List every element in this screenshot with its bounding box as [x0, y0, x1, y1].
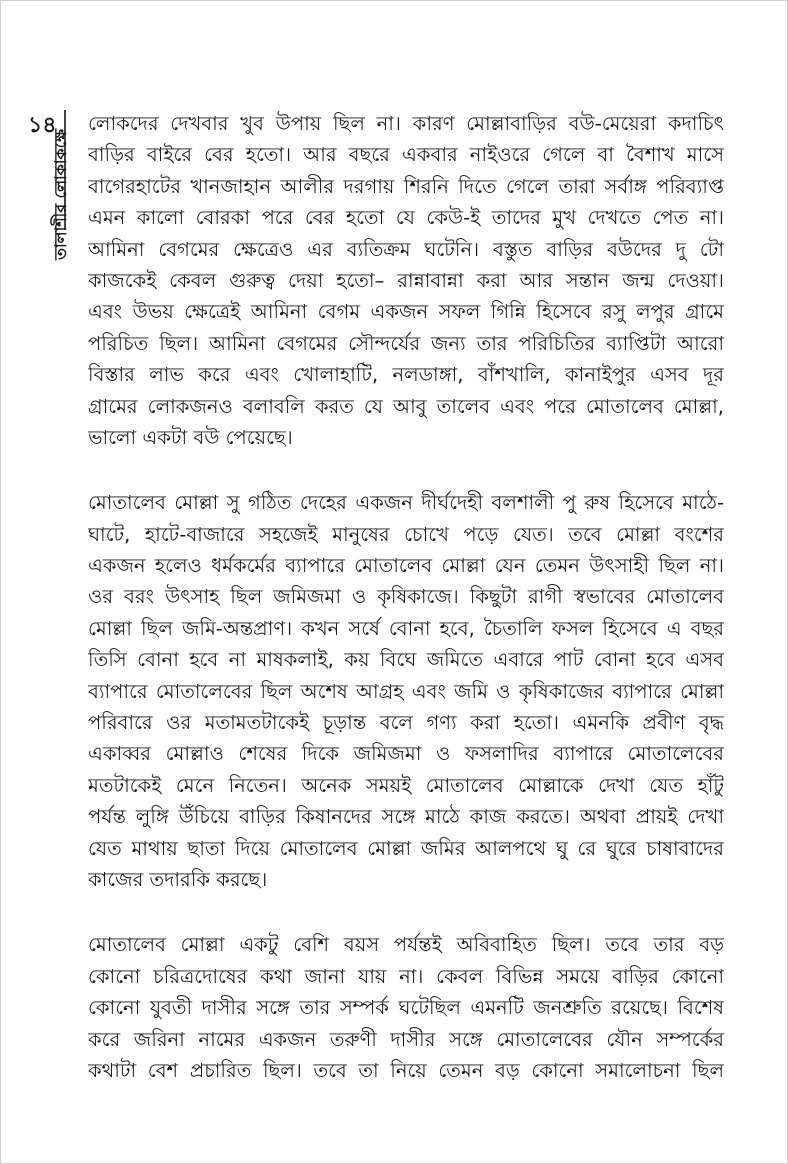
text-line: ভালো একটা বউ পেয়েছে। — [88, 425, 293, 449]
text-line: গ্রামের লোকজনও বলাবলি করত যে আবু তালেব এবং পরে মোতালেব মোল্লা, — [88, 394, 724, 418]
text-line: ঘাটে, হাটে-বাজারে সহজেই মানুষের চোখে পড়ে যেত। তবে মোল্লা বংশের — [88, 522, 724, 546]
text-line: বাগেরহাটের খানজাহান আলীর দরগায় শিরনি দিতে গেলে তারা সর্বাঙ্গ পরিব্যাপ্ত — [88, 174, 724, 198]
paragraph-3 — [88, 929, 724, 1086]
text-line: তিসি বোনা হবে না মাষকলাই, কয় বিঘে জমিতে এবারে পাট বোনা হবে এসব — [88, 648, 724, 672]
text-line: ব্যাপারে মোতালেবের ছিল অশেষ আগ্রহ এবং জমি ও কৃষিকাজের ব্যাপারে মোল্লা — [88, 679, 724, 703]
running-head: তালাশীর লোকাকক্ষে — [51, 128, 70, 260]
text-line: লোকদের দেখবার খুব উপায় ছিল না। কারণ মোল্লাবাড়ির বউ-মেয়েরা কদাচিৎ — [88, 112, 724, 135]
text-line: পরিবারে ওর মতামতটাকেই চূড়ান্ত বলে গণ্য করা হতো। এমনকি প্রবীণ বৃদ্ধ — [88, 711, 724, 735]
text-line: পর্যন্ত লুঙ্গি উঁচিয়ে বাড়ির কিষানদের সঙ্গে মাঠে কাজ করতে। অথবা প্রায়ই দেখা — [88, 805, 724, 829]
text-line: মতটাকেই মেনে নিতেন। অনেক সময়ই মোতালেব মোল্লাকে দেখা যেত হাঁটু — [88, 773, 724, 797]
text-line: পরিচিত ছিল। আমিনা বেগমের সৌন্দর্যের জন্য তার পরিচিতির ব্যাপ্তিটা আরো — [88, 331, 724, 355]
text-line: কোনো যুবতী দাসীর সঙ্গে তার সম্পর্ক ঘটেছিল এমনটি জনশ্রুতি রয়েছে। বিশেষ — [88, 996, 724, 1020]
text-line: এমন কালো বোরকা পরে বের হতো যে কেউ-ই তাদের মুখ দেখতে পেত না। — [88, 206, 724, 230]
text-line: কথাটা বেশ প্রচারিত ছিল। তবে তা নিয়ে তেমন বড় কোনো সমালোচনা ছিল — [88, 1058, 724, 1082]
text-line: করে জরিনা নামের একজন তরুণী দাসীর সঙ্গে মোতালেবের যৌন সম্পর্কের — [88, 1027, 724, 1051]
text-line: মোল্লা ছিল জমি-অন্তপ্রাণ। কখন সর্ষে বোনা হবে, চৈতালি ফসল হিসেবে এ বছর — [88, 616, 724, 640]
text-line: মোতালেব মোল্লা একটু বেশি বয়স পর্যন্তই অবিবাহিত ছিল। তবে তার বড় — [88, 933, 724, 957]
text-line: বিস্তার লাভ করে এবং খোলাহাটি, নলডাঙ্গা, বাঁশখালি, কানাইপুর এসব দূর — [88, 363, 724, 387]
text-line: যেত মাথায় ছাতা দিয়ে মোতালেব মোল্লা জমির আলপথে ঘু রে ঘুরে চাষাবাদের — [88, 836, 724, 860]
text-line: মোতালেব মোল্লা সু গঠিত দেহের একজন দীর্ঘদেহী বলশালী পু রুষ হিসেবে মাঠে- — [88, 491, 724, 515]
body-text — [88, 108, 724, 1120]
text-line: কাজকেই কেবল গুরুত্ব দেয়া হতো– রান্নাবান্না করা আর সন্তান জন্ম দেওয়া। — [88, 268, 724, 292]
text-line: ওর বরং উৎসাহ ছিল জমিজমা ও কৃষিকাজে। কিছুটা রাগী স্বভাবের মোতালেব — [88, 585, 724, 609]
text-line: আমিনা বেগমের ক্ষেত্রেও এর ব্যতিক্রম ঘটেনি। বস্তুত বাড়ির বউদের দু টো — [88, 237, 724, 261]
text-line: কোনো চরিত্রদোষের কথা জানা যায় না। কেবল বিভিন্ন সময়ে বাড়ির কোনো — [88, 964, 724, 988]
page-number: ১৪ — [28, 113, 57, 138]
text-line: কাজের তদারকি করছে। — [88, 867, 268, 891]
text-line: বাড়ির বাইরে বের হতো। আর বছরে একবার নাইওরে গেলে বা বৈশাখ মাসে — [88, 143, 724, 167]
text-line: একজন হলেও ধর্মকর্মের ব্যাপারে মোতালেব মোল্লা যেন তেমন উৎসাহী ছিল না। — [88, 554, 724, 578]
paragraph-2 — [88, 487, 724, 895]
text-line: এবং উভয় ক্ষেত্রেই আমিনা বেগম একজন সফল গিন্নি হিসেবে রসু লপুর গ্রামে — [88, 300, 724, 324]
text-line: একাব্বর মোল্লাও শেষের দিকে জমিজমা ও ফসলাদির ব্যাপারে মোতালেবের — [88, 742, 724, 766]
paragraph-1 — [88, 108, 724, 453]
